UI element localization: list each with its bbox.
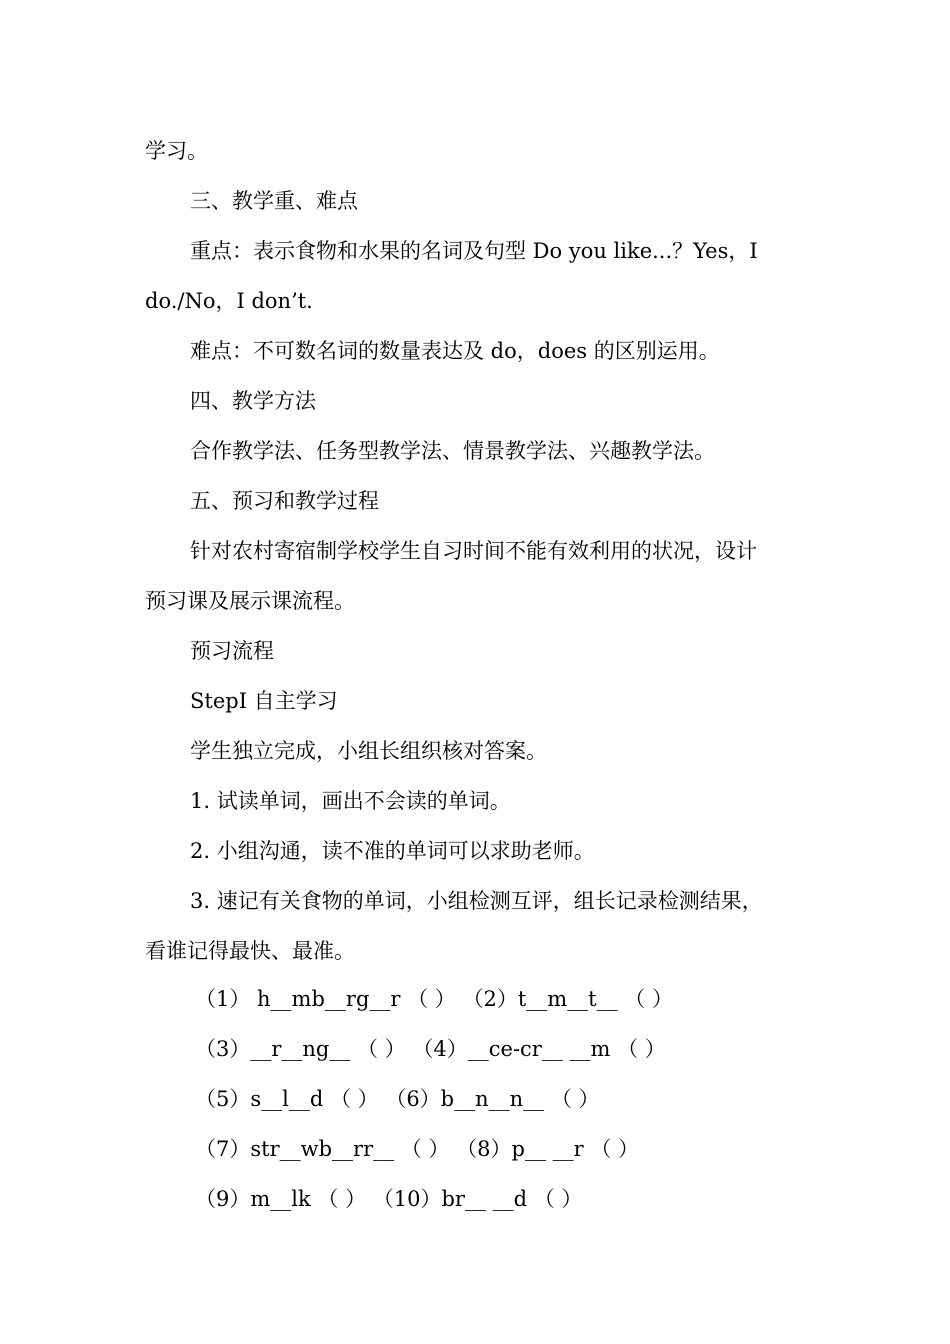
section-heading-3: 三、教学重、难点 (190, 189, 358, 213)
task-item-3-line-2: 看谁记得最快、最准。 (145, 939, 355, 963)
teaching-methods: 合作教学法、任务型教学法、情景教学法、兴趣教学法。 (190, 439, 715, 463)
step-1-instruction: 学生独立完成，小组长组织核对答案。 (190, 739, 547, 763)
difficult-point: 难点：不可数名词的数量表达及 do，does 的区别运用。 (190, 339, 720, 363)
exercise-row-3: （5）s__l__d （ ） （6）b__n__n__ （ ） (195, 1087, 600, 1111)
process-intro-line-1: 针对农村寄宿制学校学生自习时间不能有效利用的状况，设计 (190, 539, 757, 563)
process-intro-line-2: 预习课及展示课流程。 (145, 589, 355, 613)
exercise-row-5: （9）m__lk （ ） （10）br__ __d （ ） (195, 1187, 583, 1211)
exercise-row-1: （1） h__mb__rg__r （ ） （2）t__m__t__ （ ） (195, 987, 673, 1011)
task-item-3-line-1: 3. 速记有关食物的单词，小组检测互评，组长记录检测结果， (190, 889, 763, 913)
task-item-2: 2. 小组沟通，读不准的单词可以求助老师。 (190, 839, 595, 863)
exercise-row-2: （3）__r__ng__ （ ） （4）__ce-cr__ __m （ ） (195, 1037, 666, 1061)
key-point-line-1: 重点：表示食物和水果的名词及句型 Do you like...？Yes，I (190, 239, 758, 263)
step-1-heading: StepⅠ 自主学习 (190, 689, 338, 713)
preview-process-heading: 预习流程 (190, 639, 274, 663)
key-point-line-2: do./No，I don’t. (145, 289, 313, 313)
task-item-1: 1. 试读单词，画出不会读的单词。 (190, 789, 511, 813)
section-heading-5: 五、预习和教学过程 (190, 489, 379, 513)
section-heading-4: 四、教学方法 (190, 389, 316, 413)
paragraph-continuation: 学习。 (145, 139, 208, 163)
exercise-row-4: （7）str__wb__rr__ （ ） （8）p__ __r （ ） (195, 1137, 640, 1161)
